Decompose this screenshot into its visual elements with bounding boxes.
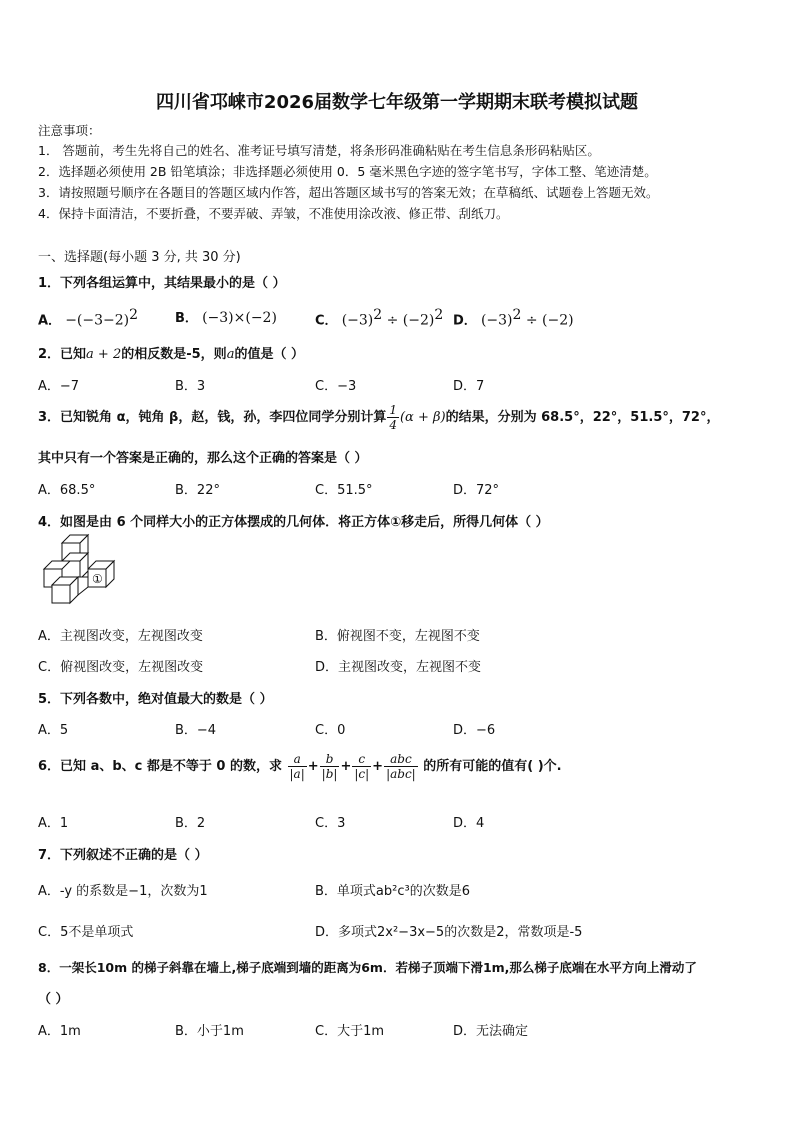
- question-4-option-d[interactable]: D．主视图改变，左视图不变: [315, 660, 482, 675]
- option-a-label: A．: [38, 313, 62, 329]
- question-5-option-c[interactable]: C．0: [315, 723, 346, 738]
- question-1-option-a[interactable]: [38, 307, 138, 328]
- question-5-option-d[interactable]: D．−6: [453, 723, 496, 738]
- question-6-stem: 6．已知 a、b、c 都是不等于 0 的数，求 $\frac{a}{|a|}$ + $\frac{b}{|b|}$ + $\frac{c}{|c|}$ + $\frac{\text{abc}}{\text{|abc|}}$ 的所有可能的值有( )个.: [38, 752, 562, 781]
- question-2-option-a[interactable]: A．−7: [38, 379, 80, 394]
- notice-item-2: 2．选择题必须使用 2B 铅笔填涂；非选择题必须使用 0．5 毫米黑色字迹的签字笔书写，字体工整、笔迹清楚。: [38, 164, 657, 179]
- question-2-option-b[interactable]: B．3: [175, 379, 206, 394]
- cube-figure: [34, 533, 124, 617]
- question-8-option-a[interactable]: A．1m: [38, 1024, 81, 1039]
- question-5-option-b[interactable]: B．−4: [175, 723, 217, 738]
- question-4-option-a[interactable]: A．主视图改变，左视图改变: [38, 629, 203, 644]
- option-c-expr: (−3): [341, 312, 374, 329]
- question-6-option-d[interactable]: D．4: [453, 816, 485, 831]
- question-3-stem: 3．已知锐角 α，钝角 β，赵，钱，孙，李四位同学分别计算 $\frac{1}{4}$ (α + β)的结果，分别为 68.5°，22°，51.5°，72°，: [38, 403, 720, 432]
- option-a-expr: −(−3−2): [65, 312, 130, 329]
- question-1-option-c[interactable]: C． $(-3)^2 \div (-2)^2$: [315, 307, 444, 329]
- page-title: 四川省邛崃市2026届数学七年级第一学期期末联考模拟试题: [155, 92, 639, 113]
- notice-item-4: 4．保持卡面清洁，不要折叠，不要弄破、弄皱，不准使用涂改液、修正带、刮纸刀。: [38, 206, 509, 221]
- question-6-option-a[interactable]: A．1: [38, 816, 69, 831]
- question-5-option-a[interactable]: A．5: [38, 723, 69, 738]
- option-c-label: C．: [315, 313, 338, 329]
- question-8-option-d[interactable]: D．无法确定: [453, 1024, 529, 1039]
- question-6-option-b[interactable]: B．2: [175, 816, 206, 831]
- question-2-option-c[interactable]: C．−3: [315, 379, 357, 394]
- question-2-stem: 2．已知a + 2的相反数是-5，则a的值是（ ）: [38, 347, 304, 362]
- question-2-option-d[interactable]: D．7: [453, 379, 485, 394]
- question-4-stem: 4．如图是由 6 个同样大小的正方体摆成的几何体．将正方体①移走后，所得几何体（ ）: [38, 515, 549, 530]
- circled-one-label: ①: [92, 572, 103, 586]
- question-5-stem: 5．下列各数中，绝对值最大的数是（ ）: [38, 692, 273, 707]
- section-heading: 一、选择题(每小题 3 分, 共 30 分): [38, 250, 241, 265]
- option-d-label: D．: [453, 313, 477, 329]
- notice-item-3: 3．请按照题号顺序在各题目的答题区域内作答，超出答题区域书写的答案无效；在草稿纸、试题卷上答题无效。: [38, 185, 659, 200]
- question-7-option-a[interactable]: A．-y 的系数是−1，次数为1: [38, 884, 208, 899]
- question-6-option-c[interactable]: C．3: [315, 816, 346, 831]
- notice-item-1: 1． 答题前，考生先将自己的姓名、准考证号填写清楚，将条形码准确粘贴在考生信息条形码粘贴区。: [38, 143, 600, 158]
- option-d-expr: (−3): [480, 312, 513, 329]
- option-b-expr: (−3)×(−2): [202, 310, 277, 326]
- option-b-label: B．: [175, 311, 198, 326]
- notice-heading: 注意事项：: [38, 123, 101, 138]
- question-8-option-c[interactable]: C．大于1m: [315, 1024, 385, 1039]
- question-3-option-d[interactable]: D．72°: [453, 483, 500, 498]
- question-3-option-c[interactable]: C．51.5°: [315, 483, 373, 498]
- question-3-option-b[interactable]: B．22°: [175, 483, 220, 498]
- question-3-stem-line2: 其中只有一个答案是正确的，那么这个正确的答案是（ ）: [38, 451, 368, 466]
- question-7-option-d[interactable]: D．多项式2x²−3x−5的次数是2，常数项是-5: [315, 925, 583, 940]
- question-7-option-b[interactable]: B．单项式ab²c³的次数是6: [315, 884, 470, 899]
- question-8-stem: 8．一架长10m 的梯子斜靠在墙上,梯子底端到墙的距离为6m．若梯子顶端下滑1m,那么梯子底端在水平方向上滑动了: [38, 960, 697, 975]
- question-3-option-a[interactable]: A．68.5°: [38, 483, 96, 498]
- question-7-option-c[interactable]: C．5不是单项式: [38, 925, 134, 940]
- question-1-option-b[interactable]: [175, 307, 277, 326]
- question-1-option-d[interactable]: D． $(-3)^2 \div (-2)$: [453, 307, 574, 329]
- option-a-exponent: 2: [129, 307, 139, 323]
- question-8-stem-line2: （ ）: [38, 992, 69, 1007]
- question-4-option-b[interactable]: B．俯视图不变，左视图不变: [315, 629, 480, 644]
- question-4-option-c[interactable]: C．俯视图改变，左视图改变: [38, 660, 204, 675]
- question-8-option-b[interactable]: B．小于1m: [175, 1024, 244, 1039]
- question-7-stem: 7．下列叙述不正确的是（ ）: [38, 848, 208, 863]
- question-1-stem: 1．下列各组运算中，其结果最小的是（ ）: [38, 276, 286, 291]
